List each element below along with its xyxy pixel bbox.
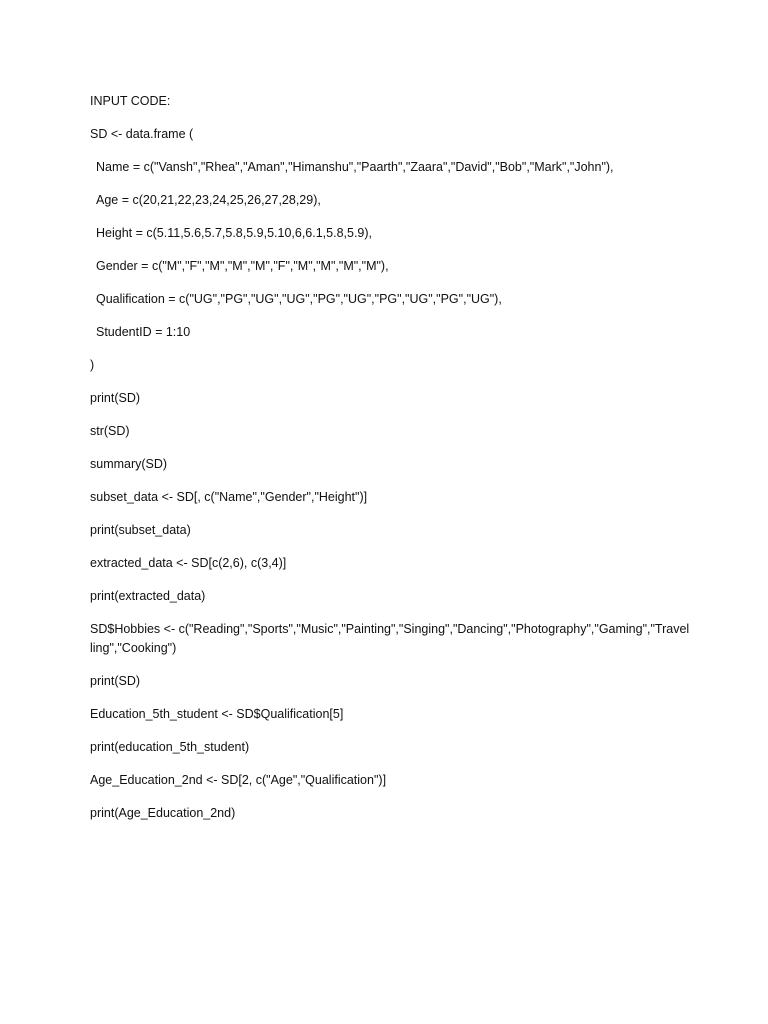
- code-line: print(education_5th_student): [90, 740, 250, 754]
- code-line: summary(SD): [90, 457, 168, 471]
- code-line: str(SD): [90, 424, 130, 438]
- code-line: Name = c("Vansh","Rhea","Aman","Himanshu","Paarth","Zaara","David","Bob","Mark","John"),: [96, 160, 614, 174]
- document-body: [90, 92, 690, 837]
- code-line: Qualification = c("UG","PG","UG","UG","PG","UG","PG","UG","PG","UG"),: [96, 292, 502, 306]
- code-line: Height = c(5.11,5.6,5.7,5.8,5.9,5.10,6,6.1,5.8,5.9),: [96, 226, 373, 240]
- code-line: extracted_data <- SD[c(2,6), c(3,4)]: [90, 556, 287, 570]
- document-heading: INPUT CODE:: [90, 94, 171, 108]
- code-line: StudentID = 1:10: [96, 325, 191, 339]
- code-line: Age_Education_2nd <- SD[2, c("Age","Qualification")]: [90, 773, 387, 787]
- code-line: print(subset_data): [90, 523, 191, 537]
- code-line: SD$Hobbies <- c("Reading","Sports","Music","Painting","Singing","Dancing","Photography","Gaming","Travelling","Cooking"): [90, 622, 690, 655]
- code-line: print(SD): [90, 674, 141, 688]
- code-line: ): [90, 358, 95, 372]
- code-line: print(SD): [90, 391, 141, 405]
- code-line: Education_5th_student <- SD$Qualification[5]: [90, 707, 344, 721]
- code-line: Age = c(20,21,22,23,24,25,26,27,28,29),: [96, 193, 321, 207]
- code-line: subset_data <- SD[, c("Name","Gender","Height")]: [90, 490, 368, 504]
- code-line: SD <- data.frame (: [90, 127, 194, 141]
- code-line: print(extracted_data): [90, 589, 206, 603]
- code-line: Gender = c("M","F","M","M","M","F","M","M","M","M"),: [96, 259, 389, 273]
- code-line: print(Age_Education_2nd): [90, 806, 236, 820]
